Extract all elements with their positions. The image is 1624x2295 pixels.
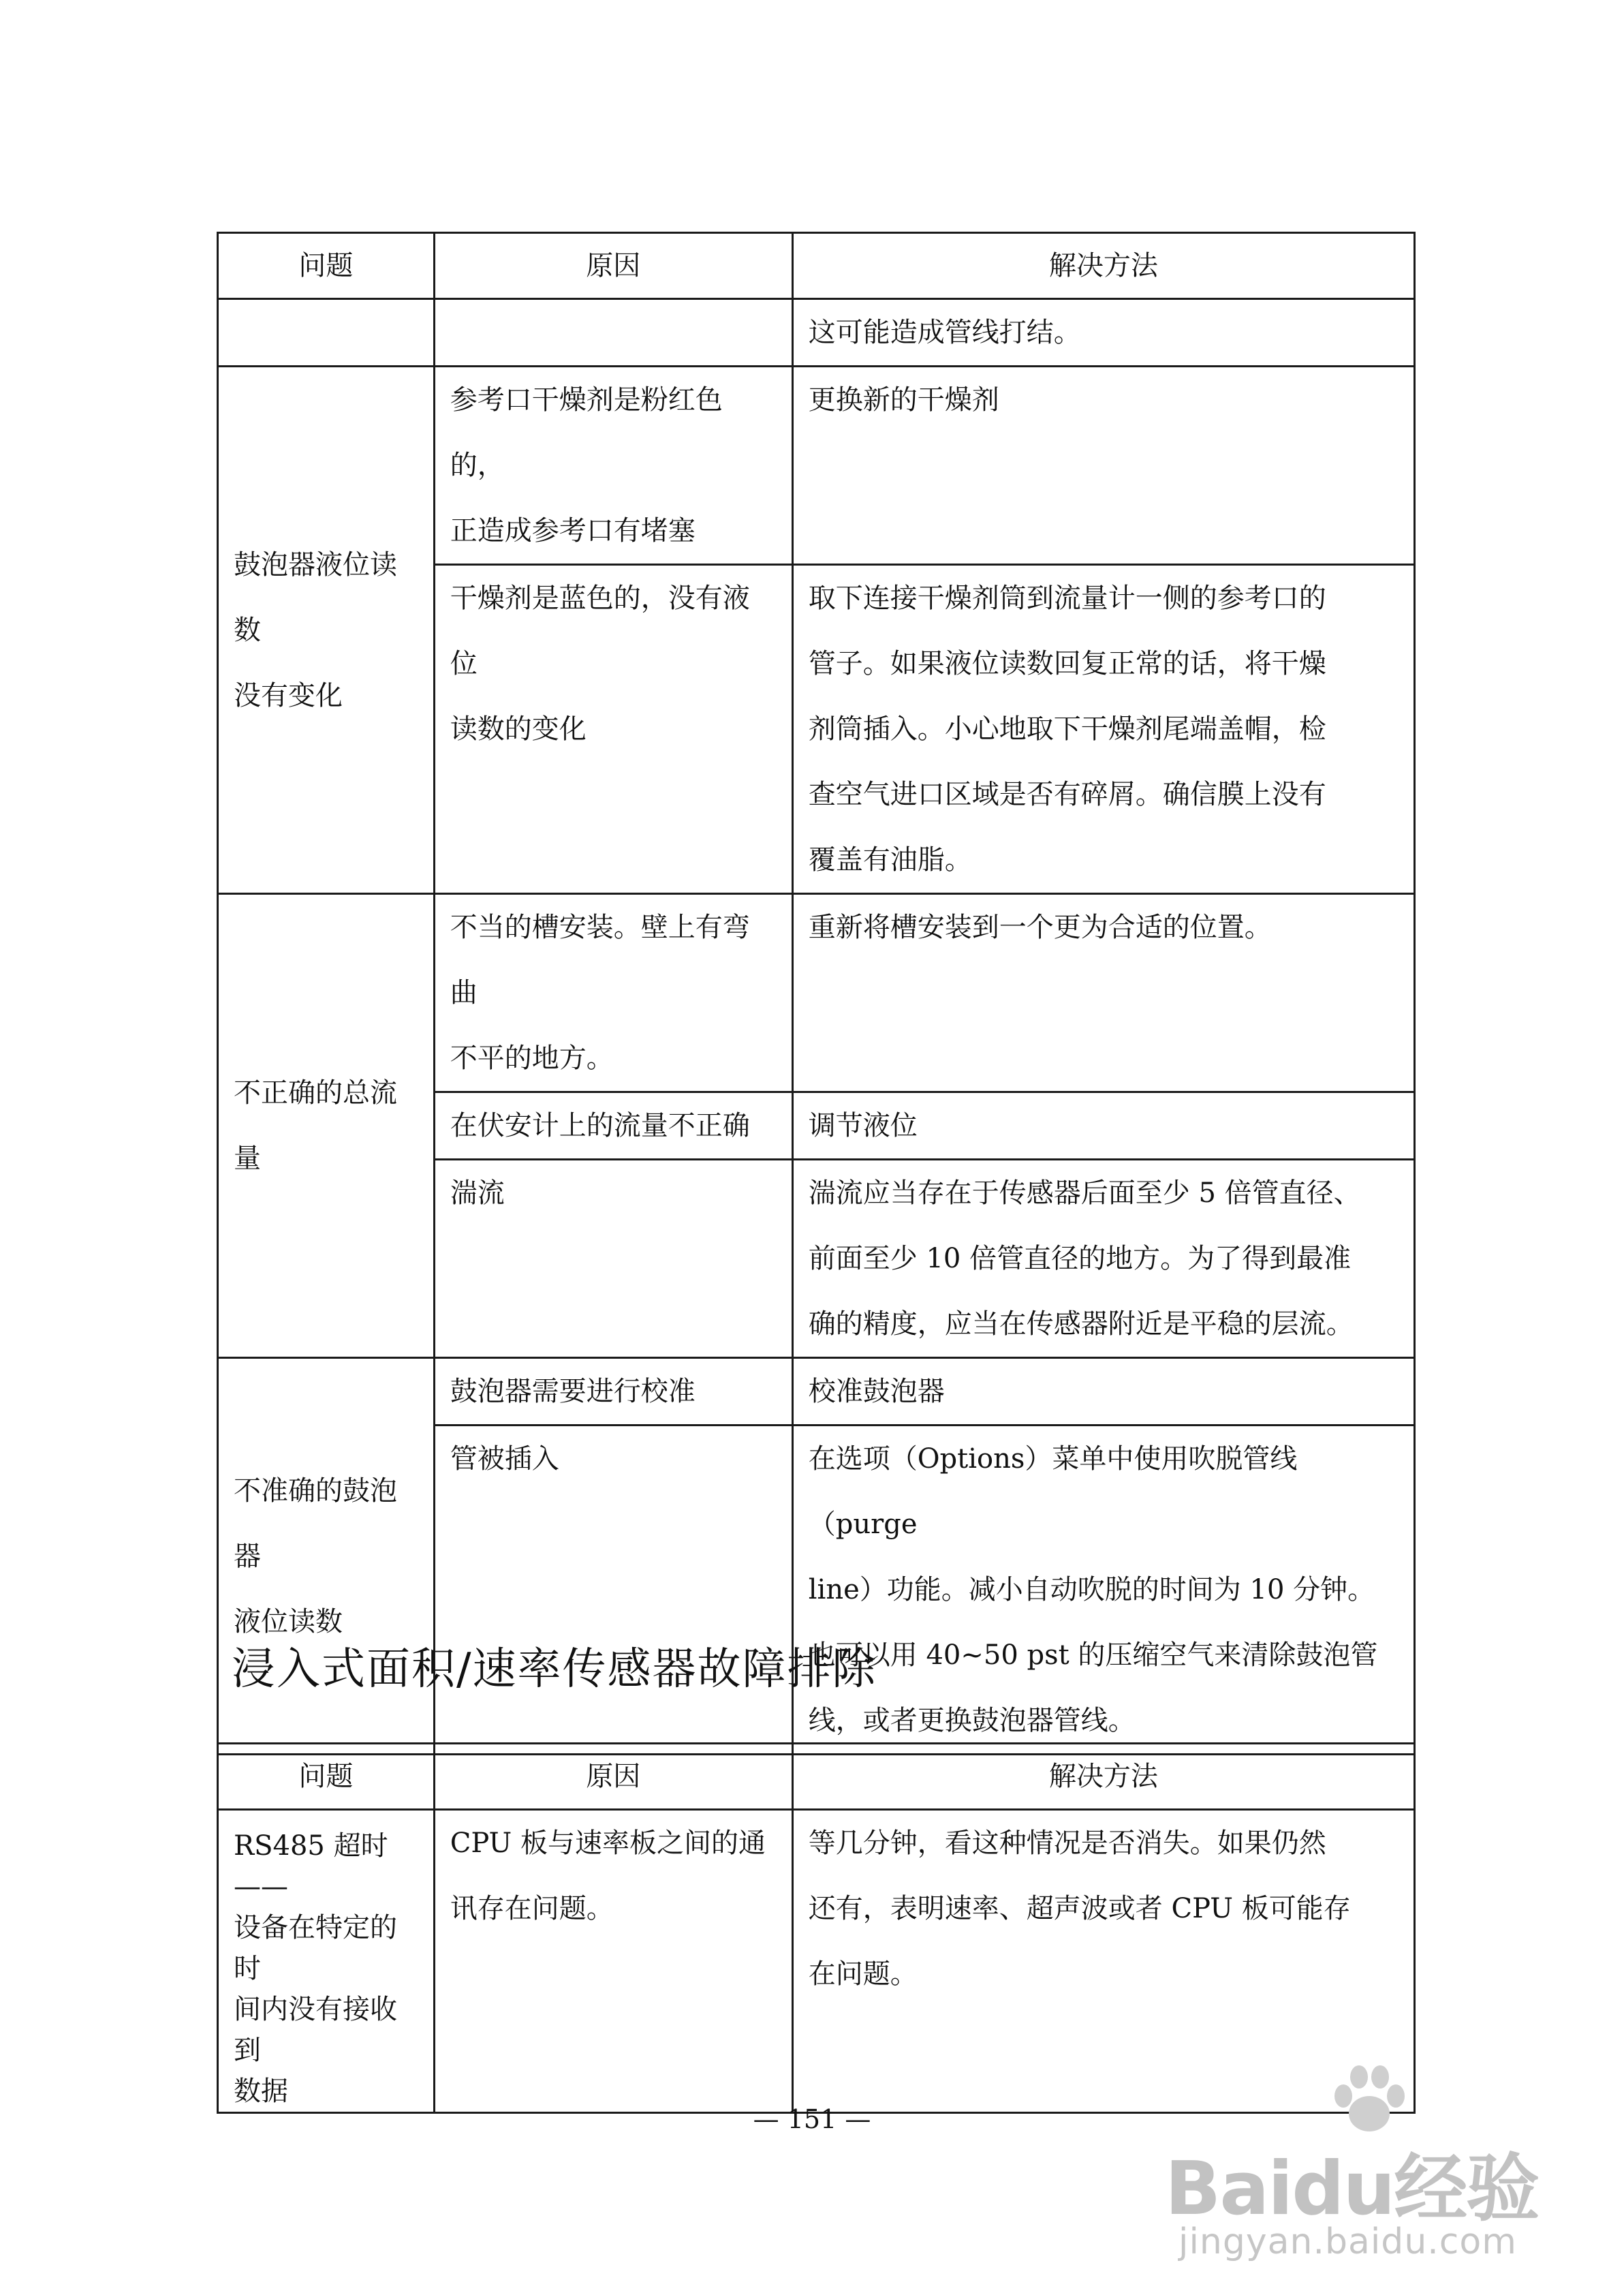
solution-cell — [792, 565, 1414, 894]
solution-line: 线，或者更换鼓泡器管线。 — [808, 1705, 1136, 1736]
problem-line: RS485 超时—— — [234, 1830, 388, 1903]
header-solution: 解决方法 — [792, 233, 1414, 299]
solution-cell: 这可能造成管线打结。 — [792, 299, 1414, 367]
table-header-row — [218, 233, 1415, 299]
problem-line: 不准确的鼓泡器 — [234, 1475, 397, 1572]
table-row — [218, 894, 1415, 1092]
header-problem: 问题 — [218, 1744, 435, 1810]
header-solution: 解决方法 — [792, 1744, 1414, 1810]
solution-cell: 更换新的干燥剂 — [792, 367, 1414, 565]
troubleshooting-table-sensor — [217, 1742, 1416, 2114]
table-header-row — [218, 1744, 1415, 1810]
solution-line: 确的精度，应当在传感器附近是平稳的层流。 — [808, 1308, 1354, 1340]
watermark-url: jingyan.baidu.com — [1178, 2221, 1517, 2262]
table-row — [218, 299, 1415, 367]
problem-cell — [218, 1810, 435, 2113]
solution-cell — [792, 1160, 1414, 1358]
cause-cell: 在伏安计上的流量不正确 — [434, 1092, 792, 1160]
solution-line: 前面至少 10 倍管直径的地方。为了得到最准 — [808, 1243, 1352, 1274]
cause-cell — [434, 1810, 792, 2113]
cause-cell — [434, 565, 792, 894]
cause-line: 干燥剂是蓝色的，没有液位 — [450, 583, 750, 679]
cause-line: 正造成参考口有堵塞 — [450, 515, 696, 546]
cause-cell: 鼓泡器需要进行校准 — [434, 1358, 792, 1426]
solution-cell: 校准鼓泡器 — [792, 1358, 1414, 1426]
solution-line: 也可以用 40~50 pst 的压缩空气来清除鼓泡管 — [808, 1639, 1378, 1671]
problem-line: 没有变化 — [234, 679, 343, 711]
problem-line: 液位读数 — [234, 1605, 343, 1637]
page-number: — 151 — — [753, 2104, 871, 2134]
cause-cell — [434, 894, 792, 1092]
solution-cell — [792, 1426, 1414, 1755]
table-row — [218, 367, 1415, 565]
problem-line: 鼓泡器液位读数 — [234, 549, 397, 646]
solution-line: 湍流应当存在于传感器后面至少 5 倍管直径、 — [808, 1177, 1361, 1209]
solution-line: 取下连接干燥剂筒到流量计一侧的参考口的 — [808, 583, 1326, 614]
solution-line: 在问题。 — [808, 1958, 918, 1990]
problem-line: 设备在特定的时 — [234, 1912, 397, 1984]
header-problem: 问题 — [218, 233, 435, 299]
solution-line: 等几分钟，看这种情况是否消失。如果仍然 — [808, 1828, 1326, 1859]
problem-cell-empty — [218, 299, 435, 367]
cause-cell-empty — [434, 299, 792, 367]
solution-line: 还有，表明速率、超声波或者 CPU 板可能存 — [808, 1893, 1351, 1924]
cause-line: 不当的槽安装。壁上有弯曲 — [450, 912, 750, 1008]
cause-line: 读数的变化 — [450, 713, 587, 745]
baidu-watermark — [1158, 2065, 1567, 2269]
watermark-brand: Baidu经验 — [1165, 2146, 1539, 2232]
problem-line: 数据 — [234, 2076, 288, 2107]
problem-cell: 不正确的总流量 — [218, 894, 435, 1358]
header-cause: 原因 — [434, 233, 792, 299]
problem-cell — [218, 367, 435, 894]
cause-line: CPU 板与速率板之间的通 — [450, 1828, 766, 1859]
solution-line: 覆盖有油脂。 — [808, 844, 972, 876]
solution-line: 在选项（Options）菜单中使用吹脱管线（purge — [808, 1443, 1298, 1540]
paw-icon — [1328, 2065, 1410, 2140]
solution-line: 查空气进口区域是否有碎屑。确信膜上没有 — [808, 779, 1326, 810]
solution-cell: 调节液位 — [792, 1092, 1414, 1160]
cause-line: 讯存在问题。 — [450, 1893, 614, 1924]
cause-cell: 湍流 — [434, 1160, 792, 1358]
solution-line: line）功能。减小自动吹脱的时间为 10 分钟。 — [808, 1574, 1375, 1605]
solution-cell: 重新将槽安装到一个更为合适的位置。 — [792, 894, 1414, 1092]
problem-line: 间内没有接收到 — [234, 1994, 397, 2066]
cause-cell — [434, 367, 792, 565]
cause-line: 不平的地方。 — [450, 1043, 614, 1074]
solution-line: 管子。如果液位读数回复正常的话，将干燥 — [808, 648, 1326, 679]
troubleshooting-table-bubbler — [217, 232, 1416, 1755]
cause-cell: 管被插入 — [434, 1426, 792, 1755]
solution-line: 剂筒插入。小心地取下干燥剂尾端盖帽，检 — [808, 713, 1326, 745]
section-title: 浸入式面积/速率传感器故障排除 — [232, 1644, 877, 1695]
cause-line: 参考口干燥剂是粉红色的， — [450, 384, 723, 481]
header-cause: 原因 — [434, 1744, 792, 1810]
table-row — [218, 1358, 1415, 1426]
